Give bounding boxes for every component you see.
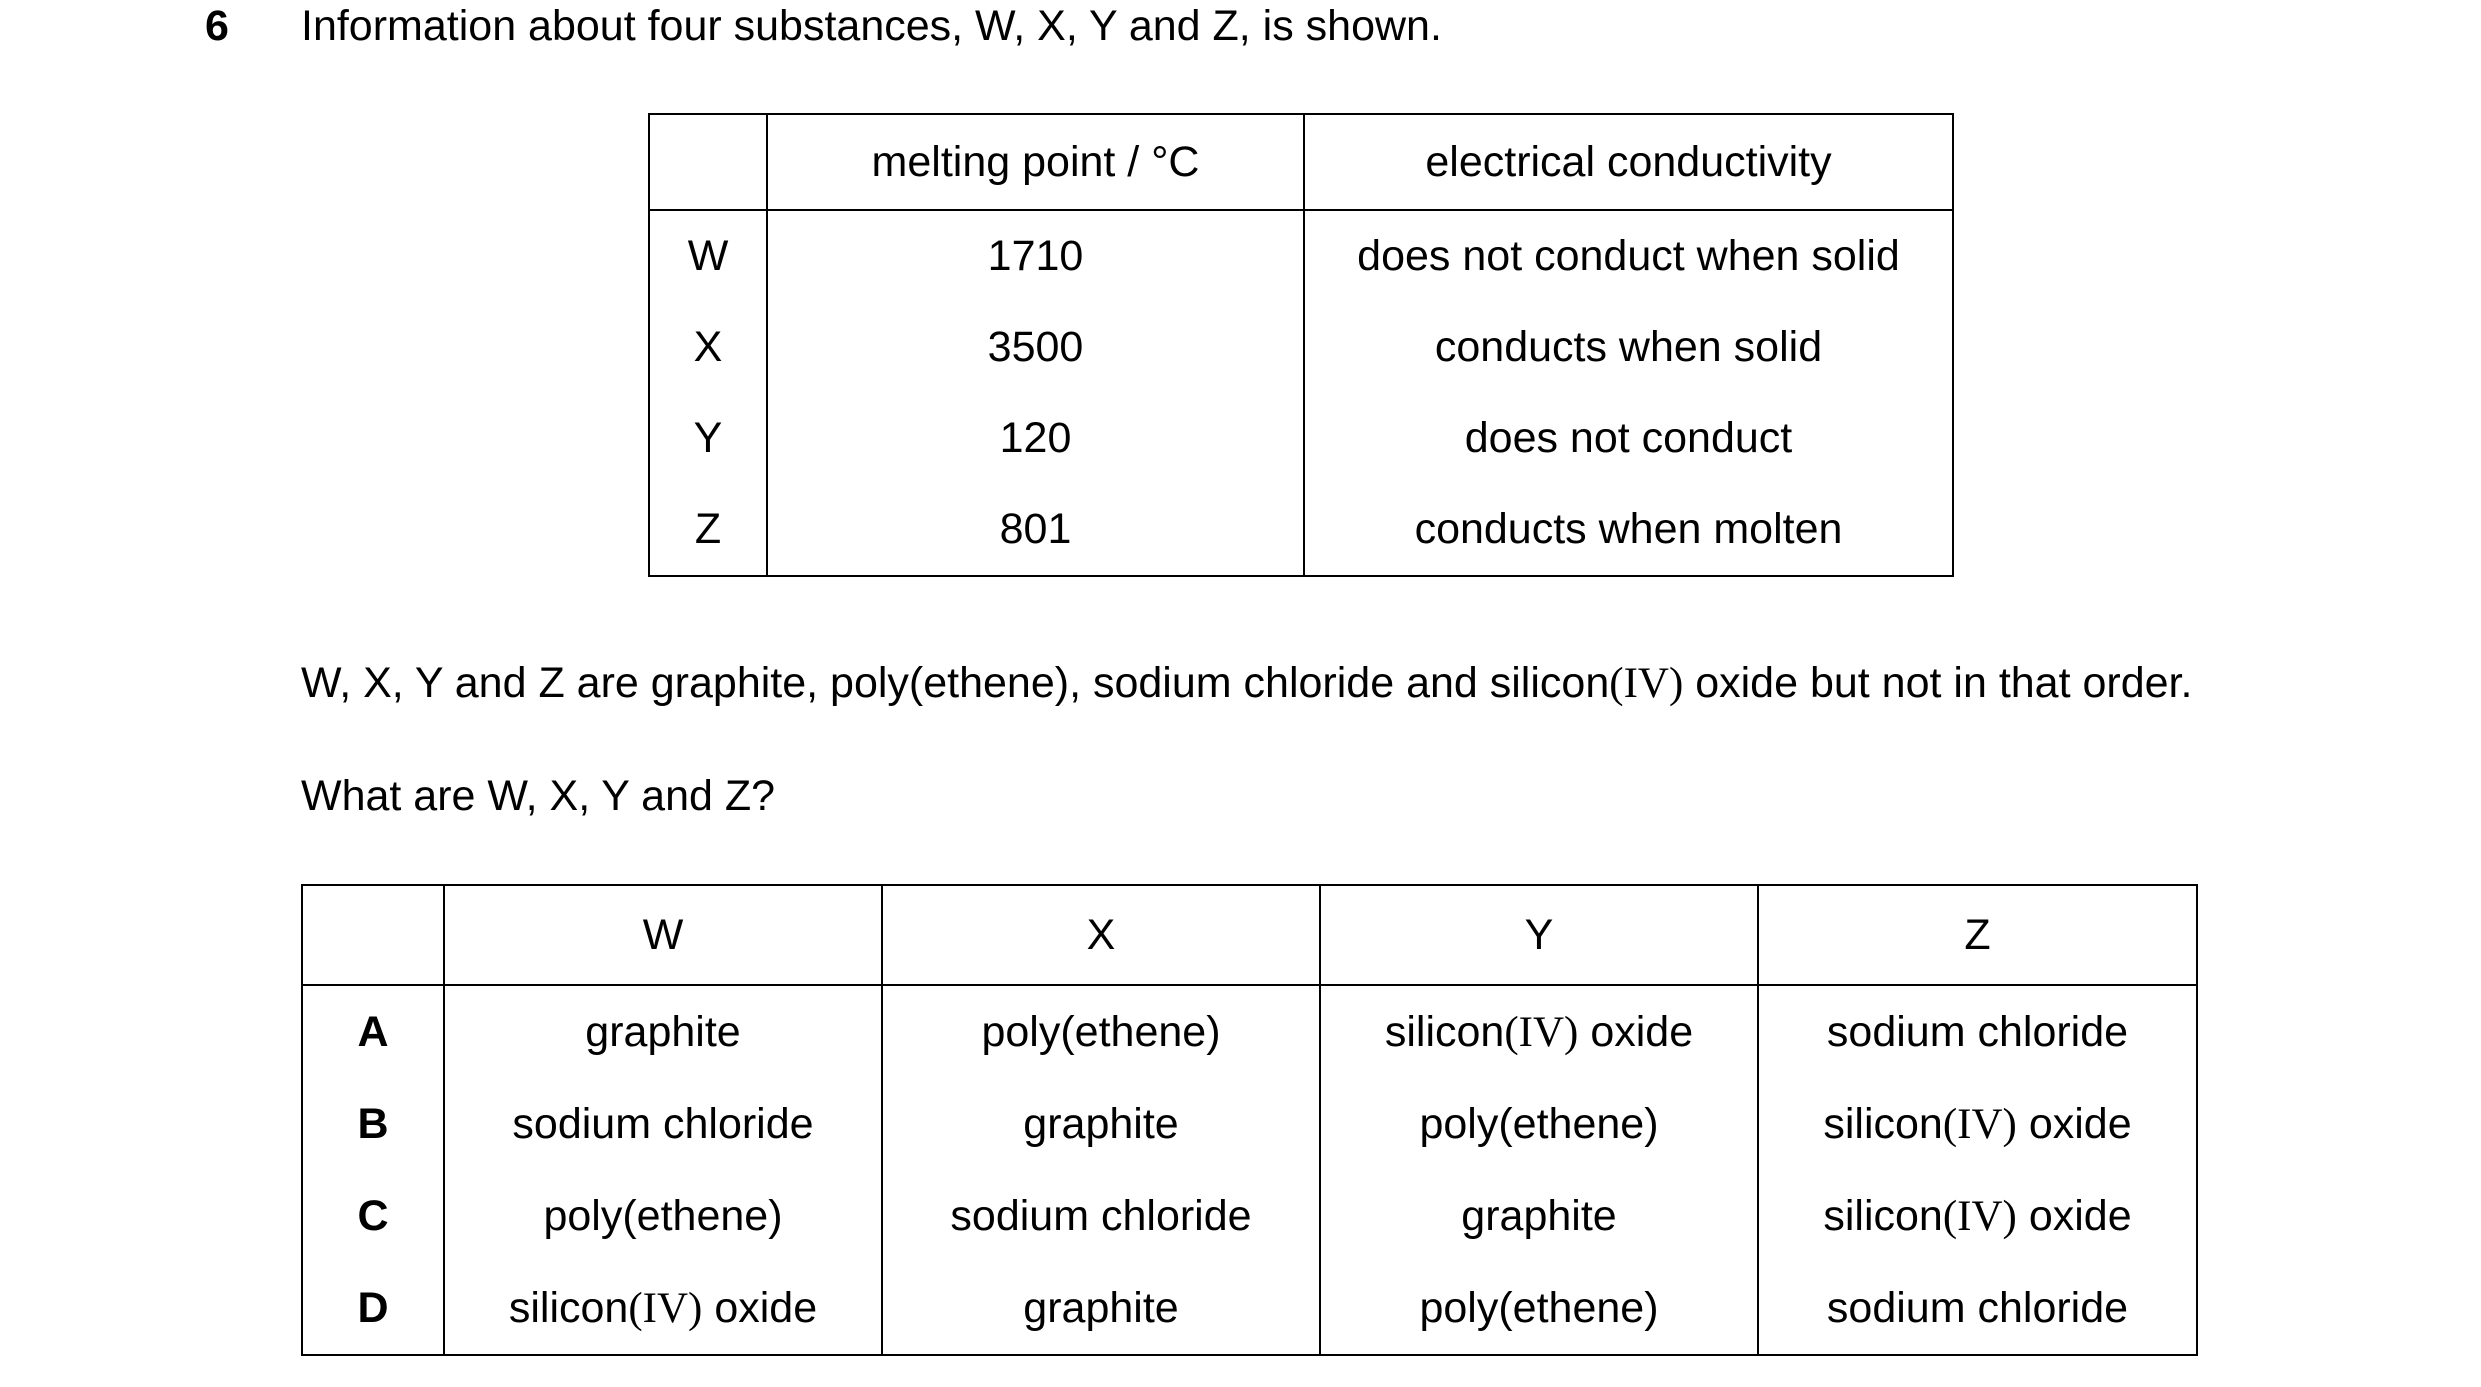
conductivity-cell: conducts when molten — [1304, 484, 1953, 576]
table-row — [649, 302, 1953, 393]
header-cell: X — [882, 885, 1320, 985]
option-letter[interactable]: D — [302, 1262, 444, 1355]
option-letter[interactable]: C — [302, 1170, 444, 1262]
substance-label: Y — [649, 393, 767, 484]
statement-text: W, X, Y and Z are graphite, poly(ethene), sodium chloride and silicon — [301, 659, 1610, 707]
header-cell — [649, 114, 767, 210]
statement-text-end: oxide but not in that order. — [1683, 659, 2193, 707]
substance-info-table — [648, 113, 1954, 577]
option-cell: graphite — [444, 985, 882, 1078]
melting-point-cell: 801 — [767, 484, 1304, 576]
header-cell: Z — [1758, 885, 2197, 985]
conductivity-cell: does not conduct when solid — [1304, 210, 1953, 302]
option-cell: silicon(IV) oxide — [444, 1262, 882, 1355]
header-cell: melting point / °C — [767, 114, 1304, 210]
substance-label: X — [649, 302, 767, 393]
melting-point-cell: 3500 — [767, 302, 1304, 393]
table-row — [649, 393, 1953, 484]
header-cell: electrical conductivity — [1304, 114, 1953, 210]
table-header-row — [649, 114, 1953, 210]
option-cell: graphite — [1320, 1170, 1758, 1262]
conductivity-cell: does not conduct — [1304, 393, 1953, 484]
option-letter[interactable]: A — [302, 985, 444, 1078]
table-row — [649, 484, 1953, 576]
option-cell: sodium chloride — [444, 1078, 882, 1170]
option-cell: silicon(IV) oxide — [1758, 1078, 2197, 1170]
option-row-c[interactable] — [302, 1170, 2197, 1262]
option-letter[interactable]: B — [302, 1078, 444, 1170]
substance-label: Z — [649, 484, 767, 576]
option-cell: poly(ethene) — [1320, 1078, 1758, 1170]
roman-numeral: (IV) — [628, 1284, 703, 1332]
question-intro: Information about four substances, W, X, Y and Z, is shown. — [301, 2, 1442, 50]
option-cell: sodium chloride — [1758, 985, 2197, 1078]
question-prompt: What are W, X, Y and Z? — [301, 772, 776, 820]
roman-numeral: (IV) — [1942, 1192, 2017, 1240]
question-number: 6 — [205, 2, 229, 50]
answer-options-table — [301, 884, 2198, 1356]
roman-numeral: (IV) — [1504, 1008, 1579, 1056]
melting-point-cell: 1710 — [767, 210, 1304, 302]
option-cell: poly(ethene) — [444, 1170, 882, 1262]
option-cell: poly(ethene) — [1320, 1262, 1758, 1355]
table-header-row — [302, 885, 2197, 985]
option-cell: sodium chloride — [1758, 1262, 2197, 1355]
header-cell: W — [444, 885, 882, 985]
option-cell: graphite — [882, 1078, 1320, 1170]
option-cell: silicon(IV) oxide — [1758, 1170, 2197, 1262]
option-row-a[interactable] — [302, 985, 2197, 1078]
statement-roman-numeral: (IV) — [1609, 660, 1684, 707]
option-cell: poly(ethene) — [882, 985, 1320, 1078]
melting-point-cell: 120 — [767, 393, 1304, 484]
substance-label: W — [649, 210, 767, 302]
option-row-b[interactable] — [302, 1078, 2197, 1170]
question-statement — [301, 657, 2192, 710]
option-row-d[interactable] — [302, 1262, 2197, 1355]
option-cell: graphite — [882, 1262, 1320, 1355]
header-cell: Y — [1320, 885, 1758, 985]
roman-numeral: (IV) — [1942, 1100, 2017, 1148]
option-cell: sodium chloride — [882, 1170, 1320, 1262]
header-cell — [302, 885, 444, 985]
option-cell: silicon(IV) oxide — [1320, 985, 1758, 1078]
table-row — [649, 210, 1953, 302]
conductivity-cell: conducts when solid — [1304, 302, 1953, 393]
